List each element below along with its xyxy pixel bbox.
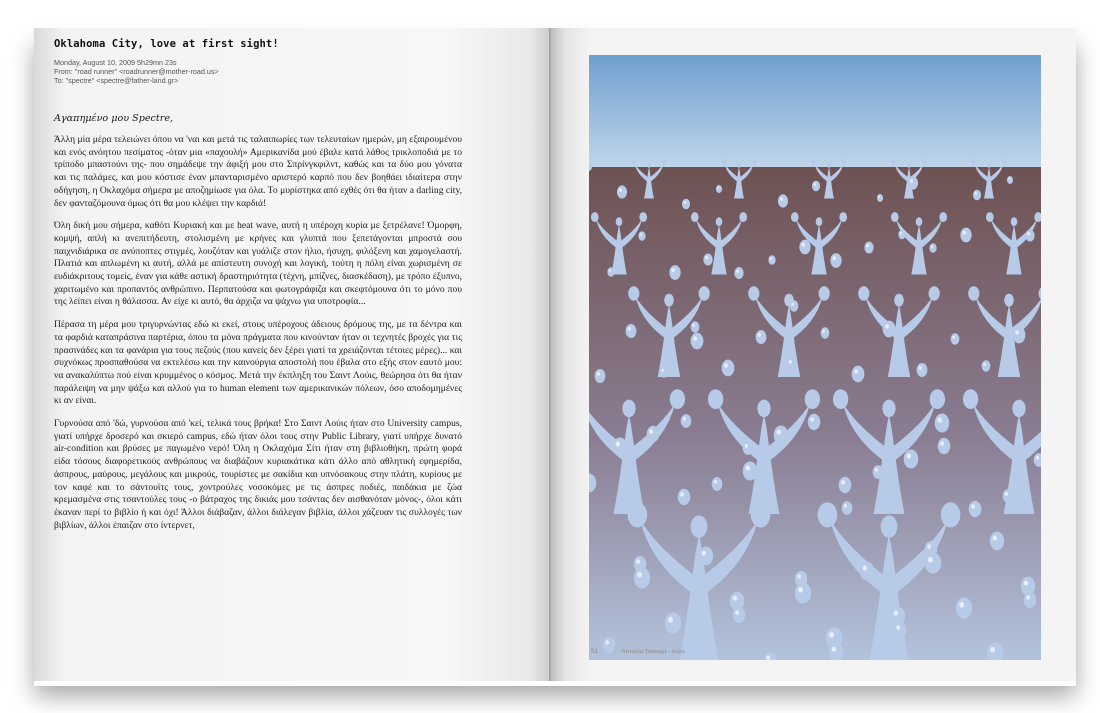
droplet-highlight — [680, 492, 684, 496]
droplet-highlight — [963, 231, 966, 235]
splash-tip — [939, 212, 947, 222]
water-droplet — [969, 501, 982, 517]
droplet-highlight — [993, 536, 997, 541]
water-droplet — [734, 267, 743, 279]
splash-top — [1012, 400, 1025, 418]
water-droplet — [929, 243, 936, 252]
splash-tip — [963, 389, 978, 409]
splash-tip — [708, 389, 723, 409]
water-droplet — [973, 190, 981, 201]
water-droplet — [660, 366, 669, 377]
droplet-highlight — [693, 336, 697, 340]
droplet-highlight — [910, 179, 913, 183]
droplet-highlight — [990, 647, 995, 653]
droplet-highlight — [894, 611, 898, 616]
droplet-highlight — [1027, 232, 1030, 235]
droplet-highlight — [628, 327, 631, 331]
droplet-highlight — [802, 243, 805, 247]
water-droplet — [852, 366, 865, 383]
water-droplet — [756, 330, 767, 344]
splash-top — [1011, 217, 1018, 226]
droplet-highlight — [649, 429, 653, 433]
droplet-highlight — [791, 303, 794, 306]
water-droplet — [960, 228, 971, 243]
water-droplet — [935, 414, 950, 433]
splash-tip — [628, 286, 639, 300]
email-date: Monday, August 10, 2009 5h29mn 23s — [54, 58, 177, 67]
droplet-highlight — [833, 256, 836, 260]
plate-number: 51 — [591, 648, 599, 655]
splash-tip — [858, 286, 869, 300]
droplet-highlight — [724, 363, 728, 367]
droplet-highlight — [863, 566, 867, 571]
droplet-highlight — [810, 417, 814, 421]
splash-tip — [968, 286, 979, 300]
droplet-highlight — [938, 418, 942, 423]
splash-top — [757, 400, 770, 418]
splash-tip — [739, 212, 747, 222]
droplet-highlight — [907, 454, 911, 459]
droplet-highlight — [609, 269, 611, 272]
droplet-highlight — [780, 197, 783, 201]
letter-body — [54, 134, 462, 542]
droplet-highlight — [717, 187, 719, 189]
splash-tip — [691, 212, 699, 222]
water-droplet — [665, 612, 681, 633]
droplet-highlight — [668, 617, 673, 623]
water-droplet — [830, 253, 841, 268]
water-droplet — [956, 597, 972, 618]
water-droplet — [799, 240, 810, 255]
water-droplet — [617, 185, 627, 198]
splash-top — [882, 400, 895, 418]
droplet-highlight — [1005, 492, 1008, 496]
water-droplet — [1007, 176, 1013, 184]
splash-top — [691, 515, 708, 537]
splash-top — [664, 294, 674, 307]
droplet-highlight — [919, 366, 922, 370]
splash-tip — [699, 286, 710, 300]
splash-top — [907, 162, 911, 168]
droplet-highlight — [597, 372, 600, 376]
water-droplet — [634, 567, 650, 588]
droplet-highlight — [829, 632, 834, 638]
water-droplet — [722, 360, 735, 377]
water-droplet — [877, 194, 883, 202]
droplet-highlight — [619, 188, 622, 192]
splash-tip — [891, 212, 899, 222]
plate-credit: Ναταλία Τσαπαρί - τίτλο — [621, 648, 685, 655]
water-droplet — [904, 450, 919, 469]
paragraph-3: Πέρασα τη μέρα μου τριγυρνώντας εδώ κι εκεί, στους υπέροχους άδειους δρόμους της, με τα δέντρα και τα φαρδιά καταπράσινα παρτέρια, όπου τα μόνα πράγματα που κινούνταν ήταν οι τεχνητές βροχές για τις πρασινάδες και τα φανάρια για τους πεζούς (που κανείς δεν ξέρει γιατί τα χρειάζονται τέτοιες μέρες)... και συχνόκως προσπαθούσα να εκτελέσω και την καινούργια αποστολή που έβαλα στο εξής στον εαυτό μου: να ανακαλύπτω πού είναι κρυμμένος ο κόσμος. Μετά την έκπληξη του Σαιντ Λούις, θεώρησα ότι θα ήταν παράλειψη να μην ψάξω και αλλού για το human element των αμερικανικών πόλεων, όσο αποδομημένες κι αν είναι. — [54, 319, 462, 407]
water-droplet — [607, 267, 614, 276]
droplet-highlight — [692, 324, 695, 327]
splash-tip — [628, 502, 648, 527]
water-droplet — [768, 255, 775, 264]
splash-tip — [748, 286, 759, 300]
water-droplet — [982, 360, 991, 371]
paragraph-4: Γυρνούσα από 'δώ, γυρνούσα από 'κεί, τελικά τους βρήκα! Στο Σαιντ Λούις ήταν στο University campus, γιατί υπήρχε δροσερό και σκιερό campus, εδώ ήταν όλοι τους στην Public Library, γιατί υπήρχε δυνατό air-condition και βρύσες με παγωμένο νερό! Όλη η Οκλαχόμα Σίτι ήταν στη βιβλιοθήκη, πρώτη φορά είδα τόσους διαφορετικούς ανθρώπους να διαβάζουν κυριακάτικα κάτι άλλο από αθλητική εφημερίδα, άσπρους, μαύρους, μεγάλους και μικρούς, τουρίστες με σακίδια και υπνόσακους στην πλάτη, κυρίους με τον καφέ και το σάντουϊτς τους, χοντρούλες νοσοκόμες με τις άσπρες ποδιές, παιδάκια με ζώα κρεμασμένα στις τσαντούλες τους -ο βάτραχος της δικιάς μου τσάντας δεν αισθανόταν μόνος-, όλοι κάτι έκαναν περί το βιβλίο ή και όχι! Άλλοι διάβαζαν, άλλοι διάλεγαν βιβλία, άλλοι χάζευαν τις συλλογές των βιβλίων, άλλοι έπαιζαν στο ίντερνετ, — [54, 418, 462, 531]
droplet-highlight — [983, 363, 986, 366]
droplet-highlight — [959, 602, 964, 608]
droplet-highlight — [798, 587, 803, 593]
water-droplet — [743, 462, 758, 481]
droplet-highlight — [878, 196, 880, 198]
right-page — [551, 28, 1076, 681]
splash-tip — [833, 389, 848, 409]
email-to: To: "spectre" <spectre@father-land.gr> — [54, 76, 179, 86]
water-droplet — [821, 327, 830, 338]
paragraph-1: Άλλη μία μέρα τελειώνει όπου να 'ναι και μετά τις ταλαιπωρίες των τελευταίων ημερών, μη εξαιρουμένου και ενός ανόητου πεσίματος -όταν μια «παχουλή» Αμερικανίδα μού έβαλε κατά λάθος τρικλοποδιά με το τρίποδο μπαστούνι της- που σημάδεψε την άφιξή μου στο Σπρίνγκφιλντ, καθώς και τα δύο μου γόνατα και τις παλάμες, και μου κόστισε έναν μπανταρισμένο αριστερό καρπό που δεν βοηθάει ιδιαίτερα στην οδήγηση, η Οκλαχόμα σήμερα με αποζημίωσε για όλα. Το μυρίστηκα από εχθές ότι θα ήταν a darling city, δεν φανταζόμουνα όμως ότι θα μου κλέψει την καρδιά! — [54, 134, 462, 209]
droplet-highlight — [885, 324, 889, 328]
splash-tip — [805, 389, 820, 409]
droplet-highlight — [605, 640, 609, 644]
droplet-highlight — [702, 551, 706, 556]
droplet-highlight — [736, 270, 739, 273]
water-droplet — [898, 230, 905, 239]
splash-tip — [941, 502, 961, 527]
droplet-highlight — [832, 647, 836, 652]
splash-top — [737, 162, 741, 168]
splash-top — [716, 217, 723, 226]
splash-tip — [721, 159, 726, 165]
droplet-highlight — [683, 417, 686, 421]
splash-tip — [1002, 159, 1007, 165]
droplet-highlight — [875, 468, 878, 472]
water-droplet — [678, 489, 691, 505]
splash-tip — [670, 389, 685, 409]
droplet-highlight — [900, 232, 902, 235]
splash-tip — [986, 212, 994, 222]
illustration-svg — [589, 55, 1041, 660]
droplet-highlight — [1024, 581, 1028, 586]
splash-tip — [818, 502, 838, 527]
splash-tip — [662, 159, 667, 165]
droplet-highlight — [928, 557, 933, 563]
water-droplet — [894, 622, 906, 638]
water-droplet — [787, 357, 798, 371]
droplet-highlight — [866, 244, 869, 247]
water-droplet — [638, 231, 645, 240]
splash-tip — [752, 159, 757, 165]
water-droplet — [951, 333, 960, 344]
water-droplet — [808, 414, 821, 430]
droplet-highlight — [927, 544, 931, 548]
water-droplet — [613, 438, 628, 457]
droplet-highlight — [797, 574, 801, 578]
droplet-highlight — [735, 610, 739, 614]
water-droplet — [669, 265, 680, 280]
droplet-highlight — [636, 559, 640, 563]
water-droplet — [795, 582, 811, 603]
splash-top — [827, 162, 831, 168]
water-droplet — [938, 438, 951, 454]
splash-tip — [839, 212, 847, 222]
water-droplet — [908, 176, 918, 189]
splash-tip — [591, 212, 599, 222]
water-droplet — [595, 369, 606, 383]
fountain-illustration — [589, 55, 1041, 660]
water-droplet — [864, 241, 873, 253]
water-droplet — [873, 465, 884, 479]
droplet-highlight — [1015, 330, 1019, 334]
splash-tip — [751, 502, 771, 527]
droplet-highlight — [705, 256, 708, 259]
droplet-highlight — [672, 268, 675, 272]
email-header — [54, 58, 219, 86]
droplet-highlight — [1026, 595, 1030, 599]
splash-tip — [791, 212, 799, 222]
droplet-highlight — [746, 466, 750, 471]
splash-tip — [631, 159, 636, 165]
droplet-highlight — [940, 441, 944, 445]
droplet-highlight — [814, 183, 816, 186]
splash-top — [881, 515, 898, 537]
splash-top — [616, 217, 623, 226]
droplet-highlight — [616, 442, 620, 447]
droplet-highlight — [766, 655, 770, 659]
splash-tip — [930, 389, 945, 409]
droplet-highlight — [1036, 456, 1039, 460]
paragraph-2: Όλη δική μου σήμερα, καθότι Κυριακή και με heat wave, αυτή η υπέροχη κυρία με ξετρέλανε! Όμορφη, κομψή, απλή κι ανεπιτήδευτη, στολισμένη με κρήνες και γλυπτά που ξεπετάγονται μπροστά σου παιχνιδιάρικα σε ανύποπτες στιγμές, λουζόταν και γυάλιζε στον ήλιο, ήσυχη, φιλόξενη και χαμογελαστή. Πλατιά και απλωμένη κι αυτή, αλλά με απίστευτη συνοχή και λογική, τούτη η πόλη είναι χωρισμένη σε ευδιάκριτους τομείς, έναν για κάθε αστική δραστηριότητα (τέχνη, μπίζνες, διασκέδαση), με τρόπο έξυπνο, χαριτωμένο και προπαντός ανθρώπινο. Περπατούσα και φωτογράφιζα και σκεφτόμουνα ότι το μόνο που της λείπει είναι η θάλασσα. Αν είχε κι αυτό, θα άρχιζα να ψάχνω για υποτροφία... — [54, 220, 462, 308]
water-droplet — [691, 321, 700, 332]
splash-tip — [922, 159, 927, 165]
droplet-highlight — [661, 369, 664, 372]
water-droplet — [626, 324, 637, 338]
water-droplet — [839, 477, 852, 493]
water-droplet — [990, 532, 1004, 551]
splash-tip — [639, 212, 647, 222]
splash-tip — [971, 159, 976, 165]
article-title: Oklahoma City, love at first sight! — [54, 38, 279, 50]
water-droplet — [703, 253, 712, 265]
droplet-highlight — [854, 369, 858, 373]
droplet-highlight — [637, 572, 642, 578]
splash-tip — [819, 286, 830, 300]
water-droplet — [743, 441, 754, 455]
splash-tip — [811, 159, 816, 165]
splash-top — [816, 217, 823, 226]
droplet-highlight — [758, 333, 761, 337]
splash-top — [916, 217, 923, 226]
water-droplet — [681, 414, 692, 428]
water-droplet — [699, 547, 713, 566]
droplet-highlight — [1008, 178, 1010, 180]
droplet-highlight — [745, 444, 748, 448]
droplet-highlight — [844, 504, 847, 508]
water-droplet — [1024, 592, 1036, 608]
water-droplet — [1003, 489, 1014, 503]
water-droplet — [812, 181, 820, 192]
droplet-highlight — [789, 360, 792, 364]
water-droplet — [774, 426, 789, 445]
water-droplet — [691, 333, 704, 350]
droplet-highlight — [931, 245, 933, 248]
salutation: Αγαπημένο μου Spectre, — [54, 113, 174, 124]
water-droplet — [917, 363, 928, 377]
water-droplet — [603, 637, 615, 653]
splash-top — [1004, 294, 1014, 307]
water-droplet — [1025, 229, 1034, 241]
water-droplet — [778, 194, 788, 207]
water-droplet — [860, 562, 874, 581]
water-droplet — [647, 426, 660, 442]
email-from: From: "road runner" <roadrunner@mother-road.us> — [54, 67, 219, 77]
droplet-highlight — [777, 430, 781, 435]
splash-tip — [842, 159, 847, 165]
splash-tip — [929, 286, 940, 300]
droplet-highlight — [733, 596, 737, 601]
droplet-highlight — [684, 201, 686, 204]
water-droplet — [716, 185, 722, 193]
splash-top — [987, 162, 991, 168]
water-droplet — [1013, 327, 1026, 344]
splash-top — [894, 294, 904, 307]
sky — [589, 55, 1041, 167]
water-droplet — [712, 477, 723, 491]
splash-top — [622, 400, 635, 418]
droplet-highlight — [896, 625, 900, 629]
splash-top — [647, 162, 651, 168]
droplet-highlight — [975, 192, 977, 195]
water-droplet — [883, 321, 896, 338]
droplet-highlight — [952, 336, 955, 339]
water-droplet — [733, 607, 745, 623]
water-droplet — [790, 300, 799, 311]
droplet-highlight — [822, 330, 825, 333]
droplet-highlight — [714, 480, 717, 484]
droplet-highlight — [841, 480, 845, 484]
droplet-highlight — [971, 504, 975, 508]
droplet-highlight — [770, 257, 772, 260]
splash-tip — [891, 159, 896, 165]
water-droplet — [842, 501, 853, 515]
droplet-highlight — [640, 233, 642, 236]
water-droplet — [925, 552, 941, 573]
water-droplet — [682, 199, 690, 210]
